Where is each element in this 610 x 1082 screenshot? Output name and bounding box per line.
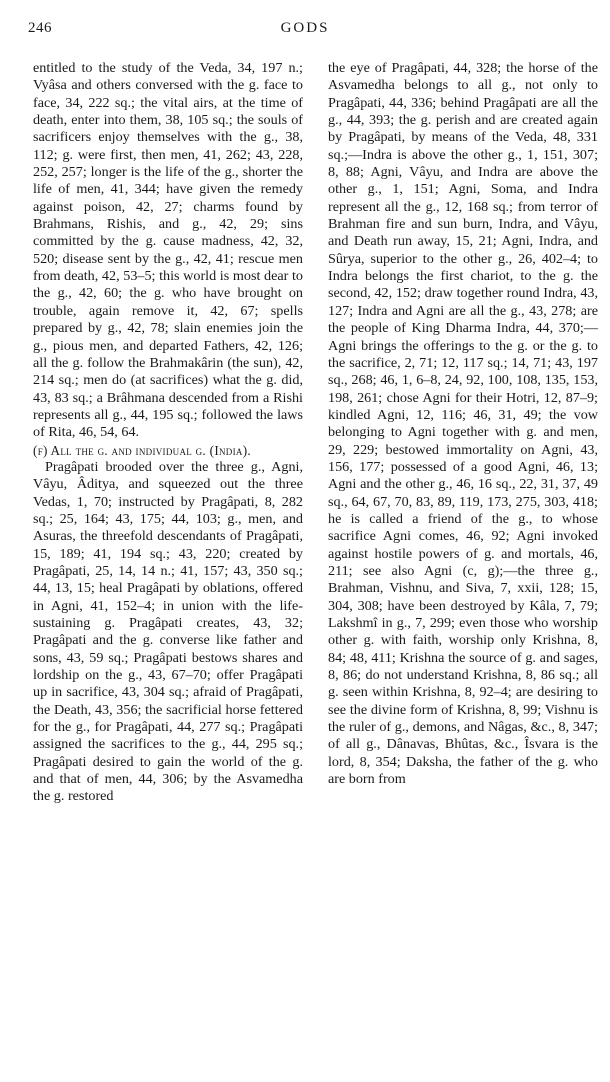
page-header — [0, 20, 610, 44]
page-number: 246 — [28, 20, 52, 36]
index-entry-continuation-right: the eye of Pragâpati, 44, 328; the horse of the Asvamedha belongs to all g., not only to Pragâpati, 44, 336; behind Pragâpati are all the g., 44, 393; the g. perish and are created again by Pragâpati, by means of the Veda, 48, 331 sq.;—Indra is above the other g., 1, 151, 307; 8, 88; Agni, Vâyu, and Indra are above the other g., 1, 151; Agni, Soma, and Indra represent all the g., 12, 168 sq.; from terror of Brahman fire and sun burn, Indra, and Vâyu, and Death run away, 15, 21; Agni, Indra, and Sûrya, superior to the other g., 26, 402–4; to Indra belongs the first chariot, to the g. the second, 42, 152; draw together round Indra, 43, 127; Indra and Agni are all the g., 43, 278; are the people of King Dharma Indra, 44, 370;—Agni brings the offerings to the g. or the g. to the sacrifice, 2, 71; 12, 117 sq.; 14, 71; 43, 197 sq., 268; 46, 1, 6–8, 24, 92, 100, 108, 135, 153, 198, 261; chose Agni for their Hotri, 12, 87–9; kindled Agni, 12, 116; 46, 31, 49; the vow belonging to Agni together with g. and men, 29, 229; bestowed immortality on Agni, 43, 156, 177; possessed of a good Agni, 46, 13; Agni and the other g., 46, 16 sq., 22, 31, 37, 49 sq., 64, 67, 70, 83, 89, 119, 173, 275, 303, 418; he is called a friend of the g., to whose sacrifice Agni comes, 46, 92; Agni invoked against hostile powers of g. and mortals, 46, 211; see also Agni (c, g);—the three g., Brahman, Vishnu, and Siva, 7, xxii, 128; 15, 304, 308; have been destroyed by Kâla, 7, 79; Lakshmî in g., 7, 299; even those who worship other g. with faith, worship only Krishna, 8, 84; 48, 411; Krishna the source of g. and sages, 8, 86; do not understand Krishna, 8, 86 sq.; all g. seen within Krishna, 8, 92–4; are desiring to see the divine form of Krishna, 8, 99; Vishnu is the ruler of g., demons, and Nâgas, &c., 8, 347; of all g., Dânavas, Bhûtas, &c., Îsvara is the lord, 8, 354; Daksha, the father of the g. who are born from — [328, 60, 598, 788]
running-head: GODS — [280, 20, 330, 36]
section-heading: (f) All the g. and individual g. (India). — [33, 442, 251, 458]
right-column — [328, 60, 598, 788]
index-entry-continuation: entitled to the study of the Veda, 34, 197 n.; Vyâsa and others conversed with the g. face to face, 34, 222 sq.; the vital airs, at the time of death, enter into them, 38, 105 sq.; the souls of sacrificers enjoy themselves with the g., 38, 112; g. were first, then men, 41, 262; 43, 228, 252, 257; longer is the life of the g., shorter the life of men, 41, 344; have given the remedy against poison, 42, 27; charms found by Brahmans, Rishis, and g., 42, 29; sins committed by the g. cause madness, 42, 32, 520; disease sent by the g., 42, 41; rescue men from death, 42, 53–5; this world is most dear to the g., 42, 60; the g. who have brought on trouble, again remove it, 42, 67; spells prepared by g., 42, 78; slain enemies join the g., pious men, and departed Fathers, 42, 126; all the g. follow the Brahmakârin (the sun), 42, 214 sq.; men do (at sacrifices) what the g. did, 43, 83 sq.; a Brâhmana descended from a Rishi represents all g., 44, 195 sq.; followed the laws of Rita, 46, 54, 64. — [33, 60, 303, 441]
left-column — [33, 60, 303, 806]
index-entry-prajapati: Pragâpati brooded over the three g., Agni, Vâyu, Âditya, and squeezed out the three Vedas, 1, 70; instructed by Pragâpati, 8, 282 sq.; 25, 164; 43, 175; 44, 103; g., men, and Asuras, the threefold descendants of Pragâpati, 15, 189; 41, 194 sq.; 43, 220; created by Pragâpati, 25, 14, 14 n.; 41, 157; 43, 350 sq.; 44, 13, 15; heal Pragâpati by oblations, offered in Agni, 41, 152–4; in union with the life-sustaining g. Pragâpati creates, 43, 32; Pragâpati and the g. converse like father and sons, 43, 59 sq.; Pragâpati bestows shares and lordship on the g., 43, 67–70; offer Pragâpati up in sacrifice, 43, 304 sq.; afraid of Pragâpati, the Death, 43, 356; the sacrificial horse fettered for the g., for Pragâpati, 44, 277 sq.; Pragâpati assigned the sacrifices to the g., 44, 295 sq.; Pragâpati desired to gain the world of the g. and that of men, 44, 306; by the Asvamedha the g. restored — [33, 458, 303, 805]
